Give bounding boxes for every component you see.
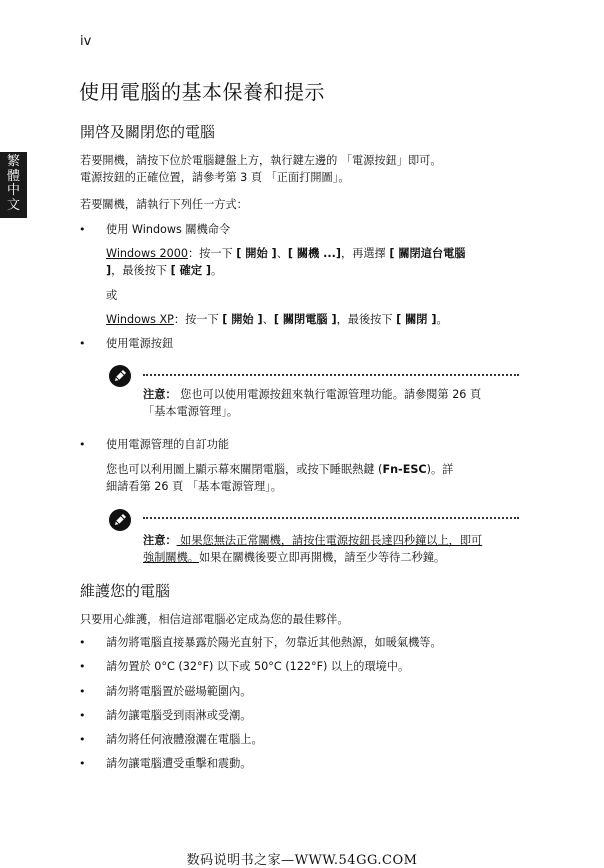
text: 您也可以利用圖上顯示幕來關閉電腦，或按下睡眠熱鍵 (	[106, 463, 383, 476]
menu-turn-off: [ 關閉電腦 ]	[273, 313, 337, 326]
side-tab-char: 中	[6, 183, 20, 198]
menu-start: [ 開始 ]	[236, 247, 277, 260]
text: 。	[211, 264, 223, 277]
list-item	[79, 658, 410, 675]
menu-start: [ 開始 ]	[222, 313, 263, 326]
bracket: ]	[106, 264, 112, 277]
list-item-text: 請勿將電腦直接暴露於陽光直射下，勿靠近其他熱源，如暖氣機等。	[106, 636, 442, 649]
win2000-link[interactable]: Windows 2000	[106, 247, 188, 260]
menu-close: [ 關閉 ]	[396, 313, 437, 326]
custom-line-1	[106, 461, 453, 478]
bullet-text: 使用電源按鈕	[106, 337, 174, 350]
text: 、	[262, 313, 274, 326]
note-label: 注意：	[143, 388, 177, 401]
win2000-instruction-cont	[106, 262, 222, 279]
text: ：按一下	[173, 313, 223, 326]
menu-shutdown: [ 關機 ...]	[287, 247, 342, 260]
note-text: 您也可以使用電源按鈕來執行電源管理功能。請參閱第 26 頁	[176, 388, 482, 401]
list-item-text: 請勿將電腦置於磁場範圍內。	[106, 685, 252, 698]
footer-watermark: 数码说明书之家—WWW.54GG.COM	[186, 853, 418, 868]
note-2-line-1	[143, 532, 482, 549]
note-pencil-icon	[108, 508, 132, 536]
note-text: 如果在關機後要立即再開機，請至少等待二秒鐘。	[198, 551, 446, 564]
list-item	[79, 683, 252, 700]
note-divider	[143, 517, 519, 519]
winxp-link[interactable]: Windows XP	[106, 313, 174, 326]
note-text-underlined: 強制關機。	[143, 551, 199, 564]
note-text: 如果您無法正常關機，請按住電源按鈕長達四秒鐘以上，即可	[176, 534, 483, 547]
note-1-line-2: 「基本電源管理」。	[143, 405, 239, 418]
side-tab-char: 體	[6, 168, 20, 184]
text: 。	[436, 313, 448, 326]
custom-line-2: 細請看第 26 頁 「基本電源管理」。	[106, 480, 282, 493]
text: ：按一下	[187, 247, 237, 260]
bullet-item-windows	[79, 221, 231, 238]
side-tab-char: 文	[6, 197, 20, 213]
care-intro: 只要用心維護，相信這部電腦必定成為您的最佳夥伴。	[80, 613, 349, 626]
note-pencil-icon	[108, 364, 132, 392]
bullet-text: 使用電源管理的自訂功能	[106, 438, 230, 451]
list-item	[79, 731, 263, 748]
note-2-line-2	[143, 549, 445, 566]
language-side-tab	[0, 152, 27, 218]
bullet-text: 使用 Windows 關機命令	[106, 223, 231, 236]
text: ，最後按下	[111, 264, 171, 277]
text: )。詳	[426, 463, 454, 476]
section-heading-onoff: 開啓及關閉您的電腦	[80, 123, 216, 141]
bullet-dot: •	[79, 709, 86, 722]
bullet-dot: •	[79, 685, 86, 698]
bullet-dot: •	[79, 733, 86, 746]
list-item	[79, 755, 252, 772]
page-title: 使用電腦的基本保養和提示	[79, 80, 325, 104]
bullet-dot: •	[79, 223, 86, 236]
bullet-item-power	[79, 335, 174, 352]
bullet-item-custom	[79, 436, 230, 453]
section-heading-care: 維護您的電腦	[80, 582, 171, 600]
winxp-instruction	[106, 311, 448, 328]
intro-line-1: 若要開機，請按下位於電腦鍵盤上方，執行鍵左邊的 「電源按鈕」即可。	[80, 154, 442, 167]
list-item	[79, 707, 252, 724]
side-tab-char: 繁	[6, 154, 20, 169]
bullet-dot: •	[79, 438, 86, 451]
text: ，最後按下	[336, 313, 397, 326]
list-item-text: 請勿將任何液體潑灑在電腦上。	[106, 733, 263, 746]
note-1-line-1	[143, 386, 481, 403]
or-label: 或	[106, 289, 118, 302]
list-item-text: 請勿置於 0°C (32°F) 以下或 50°C (122°F) 以上的環境中。	[106, 660, 410, 673]
list-item	[79, 634, 442, 651]
hotkey: Fn-ESC	[382, 463, 427, 476]
list-item-text: 請勿讓電腦受到雨淋或受潮。	[106, 709, 252, 722]
bullet-dot: •	[79, 636, 86, 649]
text: 、	[276, 247, 288, 260]
bullet-dot: •	[79, 660, 86, 673]
note-label: 注意：	[143, 534, 177, 547]
win2000-instruction	[106, 245, 466, 262]
text: ，再選擇	[341, 247, 390, 260]
note-divider	[143, 374, 519, 376]
bullet-dot: •	[79, 337, 86, 350]
menu-ok: [ 確定 ]	[170, 264, 212, 277]
page-number: iv	[80, 34, 92, 49]
shutdown-intro: 若要關機，請執行下列任一方式：	[80, 198, 248, 211]
list-item-text: 請勿讓電腦遭受重擊和震動。	[106, 757, 252, 770]
intro-line-2: 電源按鈕的正確位置，請參考第 3 頁 「正面打開圖」。	[80, 171, 350, 184]
menu-turn-off: [ 關閉這台電腦	[389, 247, 466, 260]
bullet-dot: •	[79, 757, 86, 770]
